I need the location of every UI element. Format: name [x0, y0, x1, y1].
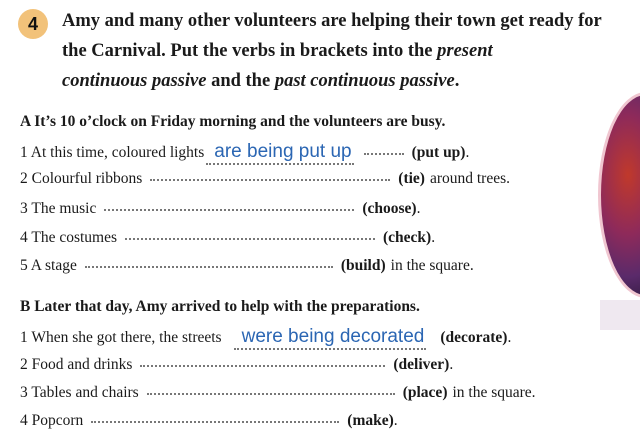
intro-line-2: the Carnival. Put the verbs in brackets into the — [62, 41, 433, 61]
item-tail: in the square. — [390, 257, 474, 274]
verb-prompt: (deliver) — [393, 356, 450, 373]
answer-field[interactable] — [104, 208, 354, 211]
intro-past-continuous-passive: past continuous passive — [274, 71, 455, 91]
item-tail: . — [465, 144, 470, 161]
item-text: 1 When she got there, the streets — [20, 329, 222, 346]
exercise-number: 4 — [27, 13, 38, 34]
section-b-item-2 — [20, 356, 453, 374]
section-a-item-1 — [20, 141, 469, 165]
photo-background — [600, 300, 640, 330]
item-tail: . — [416, 200, 421, 217]
section-a-item-4 — [20, 229, 435, 247]
carnival-photo — [598, 92, 640, 298]
intro-line-1: Amy and many other volunteers are helping their town get ready for — [62, 11, 602, 31]
item-tail: . — [393, 412, 398, 429]
answer-field[interactable] — [150, 178, 390, 181]
answer-field[interactable]: were being decorated — [234, 326, 427, 350]
exercise-number-badge — [18, 9, 48, 39]
section-a-item-2 — [20, 170, 510, 188]
item-text: 3 The music — [20, 200, 97, 217]
intro-period: . — [454, 71, 460, 91]
item-tail: around trees. — [429, 170, 511, 187]
section-b-title: B Later that day, Amy arrived to help with the preparations. — [20, 298, 420, 315]
answer-field[interactable] — [147, 392, 395, 395]
item-tail: . — [431, 229, 436, 246]
item-text: 2 Food and drinks — [20, 356, 133, 373]
answer-field[interactable] — [125, 237, 375, 240]
answer-field[interactable] — [91, 420, 339, 423]
item-text: 4 The costumes — [20, 229, 118, 246]
answer-field[interactable] — [85, 265, 333, 268]
section-b-item-4 — [20, 412, 398, 430]
section-b-item-1 — [20, 326, 511, 350]
answer-field[interactable]: are being put up — [206, 141, 353, 165]
answer-dots — [364, 152, 404, 155]
section-a-item-5 — [20, 257, 474, 275]
item-text: 4 Popcorn — [20, 412, 84, 429]
verb-prompt: (build) — [340, 257, 386, 274]
item-text: 3 Tables and chairs — [20, 384, 139, 401]
section-a-item-3 — [20, 200, 420, 218]
exercise-instructions — [62, 6, 622, 96]
item-tail: in the square. — [452, 384, 536, 401]
intro-present: present — [437, 41, 493, 61]
item-text: 5 A stage — [20, 257, 77, 274]
verb-prompt: (check) — [383, 229, 432, 246]
item-tail: . — [449, 356, 454, 373]
intro-and-the: and the — [211, 71, 271, 91]
verb-prompt: (make) — [347, 412, 394, 429]
item-text: 1 At this time, coloured lights — [20, 144, 205, 161]
section-a-title: A It’s 10 o’clock on Friday morning and the volunteers are busy. — [20, 113, 446, 130]
verb-prompt: (decorate) — [440, 329, 508, 346]
verb-prompt: (choose) — [362, 200, 417, 217]
verb-prompt: (put up) — [411, 144, 466, 161]
item-text: 2 Colourful ribbons — [20, 170, 143, 187]
section-b-item-3 — [20, 384, 536, 402]
verb-prompt: (tie) — [398, 170, 425, 187]
intro-continuous-passive: continuous passive — [62, 71, 207, 91]
verb-prompt: (place) — [402, 384, 448, 401]
answer-field[interactable] — [140, 364, 385, 367]
item-tail: . — [507, 329, 512, 346]
